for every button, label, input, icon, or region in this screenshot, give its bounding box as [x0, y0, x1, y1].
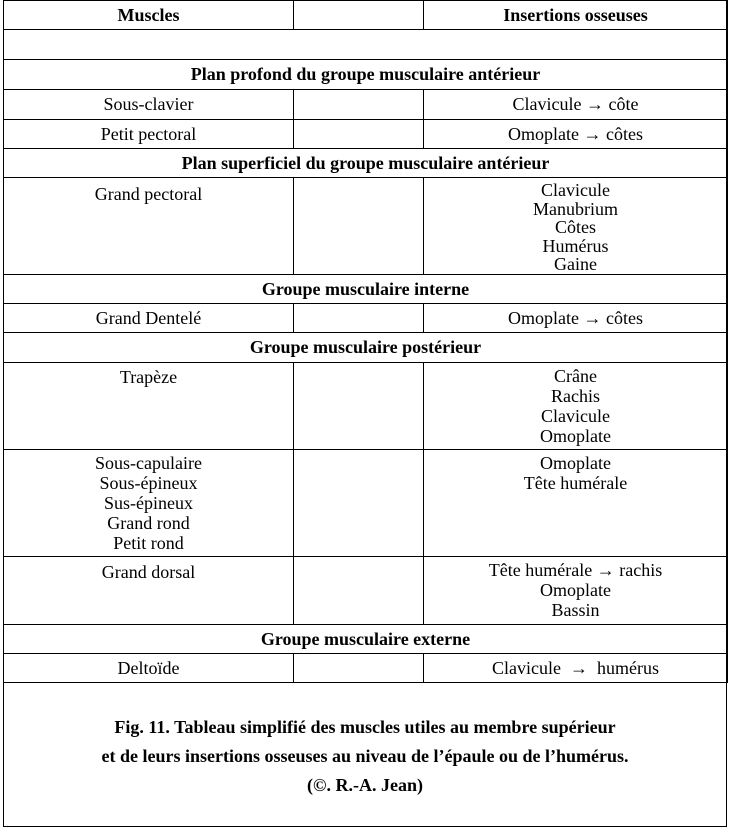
insertion-cell [424, 90, 728, 120]
muscle-name: Sous-clavier [103, 94, 194, 115]
muscles-table [3, 0, 728, 683]
insertion-text: Tête humérale → rachis [488, 560, 663, 580]
insertion-text: Rachis [551, 386, 600, 406]
insertion-text: Bassin [551, 600, 600, 620]
table-row [4, 120, 728, 149]
group-row [4, 275, 728, 304]
muscle-name: Petit pectoral [100, 123, 197, 144]
muscle-name: Grand rond [107, 513, 190, 533]
group-row [4, 149, 728, 178]
table-row [4, 304, 728, 333]
muscle-name: Grand Dentelé [95, 307, 202, 328]
insertion-text: Gaine [554, 254, 597, 274]
header-muscles: Muscles [4, 1, 294, 30]
muscle-name: Trapèze [119, 367, 178, 387]
insertion-cell [424, 304, 728, 333]
insertion-text: Humérus [542, 235, 609, 256]
table-row [4, 450, 728, 557]
middle-cell [294, 557, 424, 625]
muscle-cell [4, 557, 294, 625]
insertion-cell [424, 654, 728, 683]
group-row [4, 333, 728, 363]
muscle-name: Grand pectoral [94, 184, 203, 204]
muscle-name: Sus-épineux [104, 493, 193, 513]
insertion-text: Tête humérale [523, 473, 628, 493]
middle-cell [294, 120, 424, 149]
insertion-cell [424, 178, 728, 275]
header-insertions: Insertions osseuses [424, 1, 728, 30]
insertion-cell [424, 450, 728, 557]
insertion-text: Clavicule → humérus [492, 657, 659, 678]
table-row [4, 654, 728, 683]
group-external: Groupe musculaire externe [4, 625, 728, 654]
insertion-cell [424, 120, 728, 149]
muscle-cell [4, 450, 294, 557]
muscle-name: Sous-capulaire [95, 453, 202, 473]
muscle-name: Petit rond [113, 533, 184, 553]
figure-caption [3, 713, 727, 800]
group-row [4, 60, 728, 90]
caption-line: et de leurs insertions osseuses au niveau de l’épaule ou de l’humérus. [101, 746, 629, 766]
insertion-text: Omoplate [540, 426, 611, 446]
table-row [4, 178, 728, 275]
insertion-text: Clavicule → côte [512, 94, 639, 115]
insertion-text: Clavicule [541, 180, 610, 200]
group-anterior-deep: Plan profond du groupe musculaire antérieur [4, 60, 728, 90]
middle-cell [294, 304, 424, 333]
insertion-text: Crâne [554, 366, 597, 386]
insertion-text: Côtes [554, 217, 596, 237]
group-row [4, 625, 728, 654]
insertion-text: Clavicule [541, 406, 610, 426]
header-row [4, 1, 728, 30]
insertion-text: Omoplate → côtes [508, 123, 643, 144]
muscle-cell [4, 304, 294, 333]
middle-cell [294, 654, 424, 683]
insertion-cell [424, 363, 728, 450]
table-row [4, 90, 728, 120]
middle-cell [294, 90, 424, 120]
group-internal: Groupe musculaire interne [4, 275, 728, 304]
muscle-cell [4, 120, 294, 149]
middle-cell [294, 178, 424, 275]
muscle-name: Sous-épineux [99, 473, 198, 493]
blank-cell [4, 30, 728, 60]
middle-cell [294, 450, 424, 557]
insertion-cell [424, 557, 728, 625]
insertion-text: Manubrium [533, 198, 618, 219]
middle-cell [294, 363, 424, 450]
muscle-cell [4, 90, 294, 120]
blank-row [4, 30, 728, 60]
muscle-name: Grand dorsal [101, 562, 196, 582]
muscle-cell [4, 178, 294, 275]
muscle-cell [4, 363, 294, 450]
insertion-text: Omoplate [540, 453, 611, 473]
muscle-name: Deltoïde [117, 657, 180, 678]
caption-line: (©. R.-A. Jean) [307, 775, 423, 795]
caption-line: Fig. 11. Tableau simplifié des muscles utiles au membre supérieur [114, 717, 616, 737]
group-posterior: Groupe musculaire postérieur [4, 333, 728, 363]
insertion-text: Omoplate → côtes [508, 307, 643, 328]
group-anterior-superficial: Plan superficiel du groupe musculaire antérieur [4, 149, 728, 178]
muscle-cell [4, 654, 294, 683]
table-row [4, 363, 728, 450]
header-empty [294, 1, 424, 30]
insertion-text: Omoplate [540, 580, 611, 600]
table-row [4, 557, 728, 625]
